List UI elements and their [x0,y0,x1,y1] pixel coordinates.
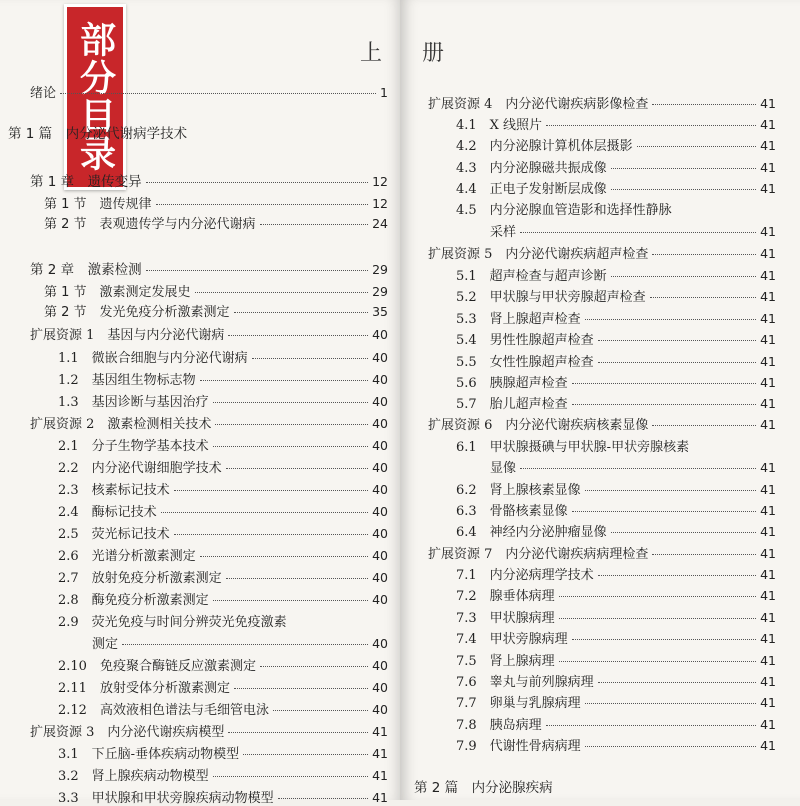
toc-entry[interactable] [58,457,388,476]
toc-entry[interactable] [456,628,776,647]
toc-entry[interactable] [8,122,388,142]
toc-entry[interactable] [30,721,388,740]
toc-entry[interactable] [58,567,388,586]
toc-entry-title: 1.1 微嵌合细胞与内分泌代谢病 [58,351,248,366]
leader-dots [611,276,756,277]
toc-entry-title: 2.11 放射受体分析激素测定 [58,681,230,696]
toc-entry-page: 40 [372,416,388,431]
toc-entry[interactable] [456,286,776,305]
toc-entry[interactable] [456,114,776,133]
toc-entry[interactable] [456,735,776,754]
toc-entry-page: 41 [760,653,776,668]
leader-dots [585,746,756,747]
leader-dots [260,224,369,225]
leader-dots [161,512,368,513]
toc-entry[interactable] [44,213,388,232]
toc-entry[interactable] [30,170,388,190]
toc-entry[interactable] [456,199,776,218]
leader-dots [243,754,368,755]
toc-entry-page: 41 [760,546,776,561]
toc-entry-title: 4.5 内分泌腺血管造影和选择性静脉 [456,203,672,218]
toc-entry-page: 41 [760,524,776,539]
toc-entry-title: 7.4 甲状旁腺病理 [456,632,568,647]
toc-entry-page: 12 [372,196,388,211]
toc-entry-page: 41 [760,695,776,710]
toc-entry-page: 40 [372,327,388,342]
leader-dots [585,319,756,320]
toc-entry-title: 扩展资源 2 激素检测相关技术 [30,417,212,432]
toc-entry-page: 41 [760,375,776,390]
leader-dots [228,335,368,336]
leader-dots [234,312,369,313]
toc-entry-title: 2.9 荧光免疫与时间分辨荧光免疫激素 [58,615,287,630]
leader-dots [598,340,756,341]
toc-entry[interactable] [456,393,776,412]
toc-entry-title: 5.2 甲状腺与甲状旁腺超声检查 [456,290,646,305]
toc-entry-page: 1 [380,85,388,100]
toc-entry[interactable] [58,699,388,718]
toc-entry[interactable] [428,414,776,433]
leader-dots [156,204,369,205]
leader-dots [226,578,368,579]
leader-dots [213,446,368,447]
toc-entry[interactable] [428,543,776,562]
toc-entry-page: 40 [372,350,388,365]
toc-entry[interactable] [92,633,388,652]
leader-dots [650,297,756,298]
leader-dots [611,168,756,169]
toc-entry-title: 6.2 肾上腺核素显像 [456,483,581,498]
toc-entry[interactable] [58,391,388,410]
leader-dots [226,468,368,469]
leader-dots [195,292,369,293]
toc-entry-title: 第 1 章 遗传变异 [30,174,142,190]
toc-entry-title: 7.7 卵巢与乳腺病理 [456,696,581,711]
leader-dots [611,189,756,190]
leader-dots [252,358,368,359]
toc-entry-title: 扩展资源 5 内分泌代谢疾病超声检查 [428,247,649,262]
toc-entry-title: 5.3 肾上腺超声检查 [456,312,581,327]
toc-entry-title: 扩展资源 4 内分泌代谢疾病影像检查 [428,97,649,112]
toc-entry-page: 24 [372,216,388,231]
leader-dots [572,383,756,384]
toc-entry[interactable] [58,743,388,762]
toc-entry-page: 41 [760,674,776,689]
toc-entry-title: 扩展资源 7 内分泌代谢疾病病理检查 [428,547,649,562]
toc-entry-title: 采样 [490,225,517,240]
toc-entry-page: 41 [760,268,776,283]
toc-entry[interactable] [490,457,776,476]
toc-entry-title: 6.4 神经内分泌肿瘤显像 [456,525,607,540]
toc-entry-page: 41 [760,354,776,369]
toc-entry-title: 第 2 篇 内分泌腺疾病 [414,780,553,796]
leader-dots [146,182,368,183]
leader-dots [546,725,756,726]
toc-entry-title: 4.4 正电子发射断层成像 [456,182,607,197]
toc-entry[interactable] [456,308,776,327]
toc-entry-title: 绪论 [30,86,57,101]
toc-entry-title: 7.3 甲状腺病理 [456,611,555,626]
leader-dots [572,639,756,640]
leader-dots [520,468,756,469]
leader-dots [559,596,756,597]
toc-entry[interactable] [456,372,776,391]
toc-entry-page: 41 [372,768,388,783]
toc-entry-title: 第 1 节 遗传规律 [44,197,152,212]
leader-dots [174,534,368,535]
volume-heading-left: 上 [360,41,385,66]
toc-entry-title: 7.6 睾丸与前列腺病理 [456,675,594,690]
toc-entry[interactable] [456,178,776,197]
toc-entry-title: 3.2 肾上腺疾病动物模型 [58,769,209,784]
leader-dots [637,146,756,147]
toc-entry[interactable] [44,193,388,212]
toc-entry[interactable] [456,436,776,455]
leader-dots [652,554,756,555]
toc-entry-page: 41 [760,717,776,732]
toc-entry-title: 5.7 胎儿超声检查 [456,397,568,412]
toc-entry[interactable] [58,369,388,388]
leader-dots [585,703,756,704]
toc-entry-title: 2.12 高效液相色谱法与毛细管电泳 [58,703,269,718]
leader-dots [652,425,756,426]
toc-entry-page: 40 [372,702,388,717]
leader-dots [598,682,756,683]
toc-entry-title: 7.1 内分泌病理学技术 [456,568,594,583]
toc-entry[interactable] [456,521,776,540]
toc-entry-page: 41 [760,224,776,239]
toc-entry[interactable] [414,776,776,796]
toc-entry[interactable] [456,671,776,690]
toc-entry-title: 第 1 节 激素测定发展史 [44,285,191,300]
leader-dots [122,644,368,645]
toc-entry-page: 41 [760,631,776,646]
toc-entry-page: 41 [760,738,776,753]
toc-entry[interactable] [30,413,388,432]
toc-entry-page: 40 [372,438,388,453]
toc-entry[interactable] [58,545,388,564]
leader-dots [611,532,756,533]
toc-entry-title: 5.1 超声检查与超声诊断 [456,269,607,284]
toc-entry-title: 6.3 骨骼核素显像 [456,504,568,519]
toc-entry[interactable] [58,655,388,674]
toc-entry-title: 4.2 内分泌腺计算机体层摄影 [456,139,633,154]
toc-entry-page: 40 [372,680,388,695]
toc-entry[interactable] [58,435,388,454]
toc-entry-page: 40 [372,372,388,387]
toc-entry-title: 7.9 代谢性骨病病理 [456,739,581,754]
toc-entry-page: 41 [760,417,776,432]
badge-label: 部分目录 [74,21,116,173]
toc-entry-title: 5.6 胰腺超声检查 [456,376,568,391]
toc-entry-title: 5.4 男性性腺超声检查 [456,333,594,348]
toc-entry-page: 41 [760,289,776,304]
toc-entry-page: 41 [760,610,776,625]
leader-dots [146,270,368,271]
toc-entry-page: 41 [760,482,776,497]
leader-dots [213,402,368,403]
toc-entry-title: 7.5 肾上腺病理 [456,654,555,669]
toc-entry-title: 3.3 甲状腺和甲状旁腺疾病动物模型 [58,791,274,806]
toc-entry-title: 测定 [92,637,119,652]
toc-entry[interactable] [30,258,388,278]
toc-entry-title: 第 1 篇 内分泌代谢病学技术 [8,126,188,142]
toc-entry-title: 4.1 X 线照片 [456,118,543,133]
toc-entry[interactable] [58,347,388,366]
toc-entry[interactable] [456,607,776,626]
toc-entry[interactable] [456,351,776,370]
toc-entry[interactable] [58,765,388,784]
leader-dots [598,362,756,363]
toc-entry-page: 41 [372,746,388,761]
leader-dots [559,661,756,662]
toc-entry[interactable] [58,589,388,608]
leader-dots [213,776,368,777]
toc-entry-title: 第 2 节 表观遗传学与内分泌代谢病 [44,217,256,232]
toc-entry-page: 41 [760,138,776,153]
toc-entry-page: 41 [760,160,776,175]
toc-entry-title: 扩展资源 3 内分泌代谢疾病模型 [30,725,225,740]
toc-entry-title: 1.3 基因诊断与基因治疗 [58,395,209,410]
toc-entry-title: 2.1 分子生物学基本技术 [58,439,209,454]
leader-dots [520,232,756,233]
leader-dots [546,125,756,126]
toc-entry[interactable] [44,281,388,300]
leader-dots [572,404,756,405]
leader-dots [174,490,368,491]
toc-entry-page: 40 [372,394,388,409]
toc-entry[interactable] [456,564,776,583]
toc-entry-page: 40 [372,636,388,651]
leader-dots [652,254,756,255]
toc-entry[interactable] [456,692,776,711]
toc-entry-title: 6.1 甲状腺摄碘与甲状腺-甲状旁腺核素 [456,440,690,455]
toc-entry-page: 40 [372,460,388,475]
toc-entry-title: 2.3 核素标记技术 [58,483,170,498]
toc-entry[interactable] [456,157,776,176]
toc-entry[interactable] [58,501,388,520]
toc-entry[interactable] [490,221,776,240]
toc-entry-page: 35 [372,304,388,319]
toc-entry[interactable] [58,523,388,542]
toc-entry-page: 41 [760,181,776,196]
leader-dots [559,618,756,619]
toc-entry[interactable] [58,677,388,696]
leader-dots [200,556,368,557]
leader-dots [60,93,376,94]
toc-entry-title: 2.8 酶免疫分析激素测定 [58,593,209,608]
toc-entry-page: 40 [372,570,388,585]
toc-entry-title: 2.5 荧光标记技术 [58,527,170,542]
leader-dots [260,666,368,667]
toc-entry-title: 显像 [490,461,517,476]
toc-entry-title: 7.8 胰岛病理 [456,718,542,733]
toc-entry[interactable] [456,585,776,604]
toc-entry[interactable] [456,135,776,154]
toc-entry-page: 41 [760,503,776,518]
leader-dots [652,104,756,105]
toc-entry-page: 40 [372,548,388,563]
toc-entry[interactable] [30,324,388,343]
toc-entry[interactable] [456,265,776,284]
leader-dots [572,511,756,512]
leader-dots [200,380,368,381]
toc-entry-title: 2.7 放射免疫分析激素测定 [58,571,222,586]
leader-dots [215,424,368,425]
toc-entry-title: 扩展资源 1 基因与内分泌代谢病 [30,328,225,343]
leader-dots [598,575,756,576]
leader-dots [278,798,368,799]
toc-entry-title: 5.5 女性性腺超声检查 [456,355,594,370]
toc-entry-title: 7.2 腺垂体病理 [456,589,555,604]
toc-entry[interactable] [44,301,388,320]
leader-dots [234,688,368,689]
toc-entry[interactable] [428,243,776,262]
toc-entry[interactable] [456,650,776,669]
toc-entry-page: 41 [372,724,388,739]
toc-entry-page: 29 [372,284,388,299]
toc-entry-page: 40 [372,482,388,497]
leader-dots [273,710,368,711]
toc-entry-page: 12 [372,174,388,189]
toc-entry-page: 41 [760,396,776,411]
toc-entry-page: 41 [760,332,776,347]
toc-entry[interactable] [58,611,388,630]
toc-entry[interactable] [456,329,776,348]
toc-entry-page: 40 [372,592,388,607]
toc-entry-title: 4.3 内分泌腺磁共振成像 [456,161,607,176]
toc-entry-title: 第 2 章 激素检测 [30,262,142,278]
toc-entry-page: 41 [372,790,388,805]
toc-entry-title: 2.2 内分泌代谢细胞学技术 [58,461,222,476]
toc-entry-title: 3.1 下丘脑-垂体疾病动物模型 [58,747,240,762]
toc-entry-page: 40 [372,526,388,541]
toc-entry[interactable] [456,714,776,733]
toc-entry-title: 1.2 基因组生物标志物 [58,373,196,388]
leader-dots [585,490,756,491]
toc-entry-page: 40 [372,504,388,519]
toc-entry-page: 29 [372,262,388,277]
leader-dots [213,600,368,601]
toc-entry-page: 41 [760,588,776,603]
toc-entry[interactable] [58,787,388,806]
toc-entry-title: 2.4 酶标记技术 [58,505,157,520]
toc-entry-title: 扩展资源 6 内分泌代谢疾病核素显像 [428,418,649,433]
toc-entry-title: 2.10 免疫聚合酶链反应激素测定 [58,659,256,674]
volume-heading-right: 册 [422,41,447,66]
toc-entry-page: 41 [760,246,776,261]
leader-dots [228,732,368,733]
toc-entry[interactable] [428,93,776,112]
toc-entry-page: 40 [372,658,388,673]
toc-entry-title: 第 2 节 发光免疫分析激素测定 [44,305,230,320]
toc-entry-page: 41 [760,567,776,582]
toc-entry[interactable] [58,479,388,498]
toc-entry-page: 41 [760,311,776,326]
toc-entry-page: 41 [760,96,776,111]
toc-entry[interactable] [456,500,776,519]
toc-entry-page: 41 [760,460,776,475]
toc-entry-page: 41 [760,117,776,132]
toc-entry-title: 2.6 光谱分析激素测定 [58,549,196,564]
toc-entry[interactable] [30,82,388,101]
toc-entry[interactable] [456,479,776,498]
